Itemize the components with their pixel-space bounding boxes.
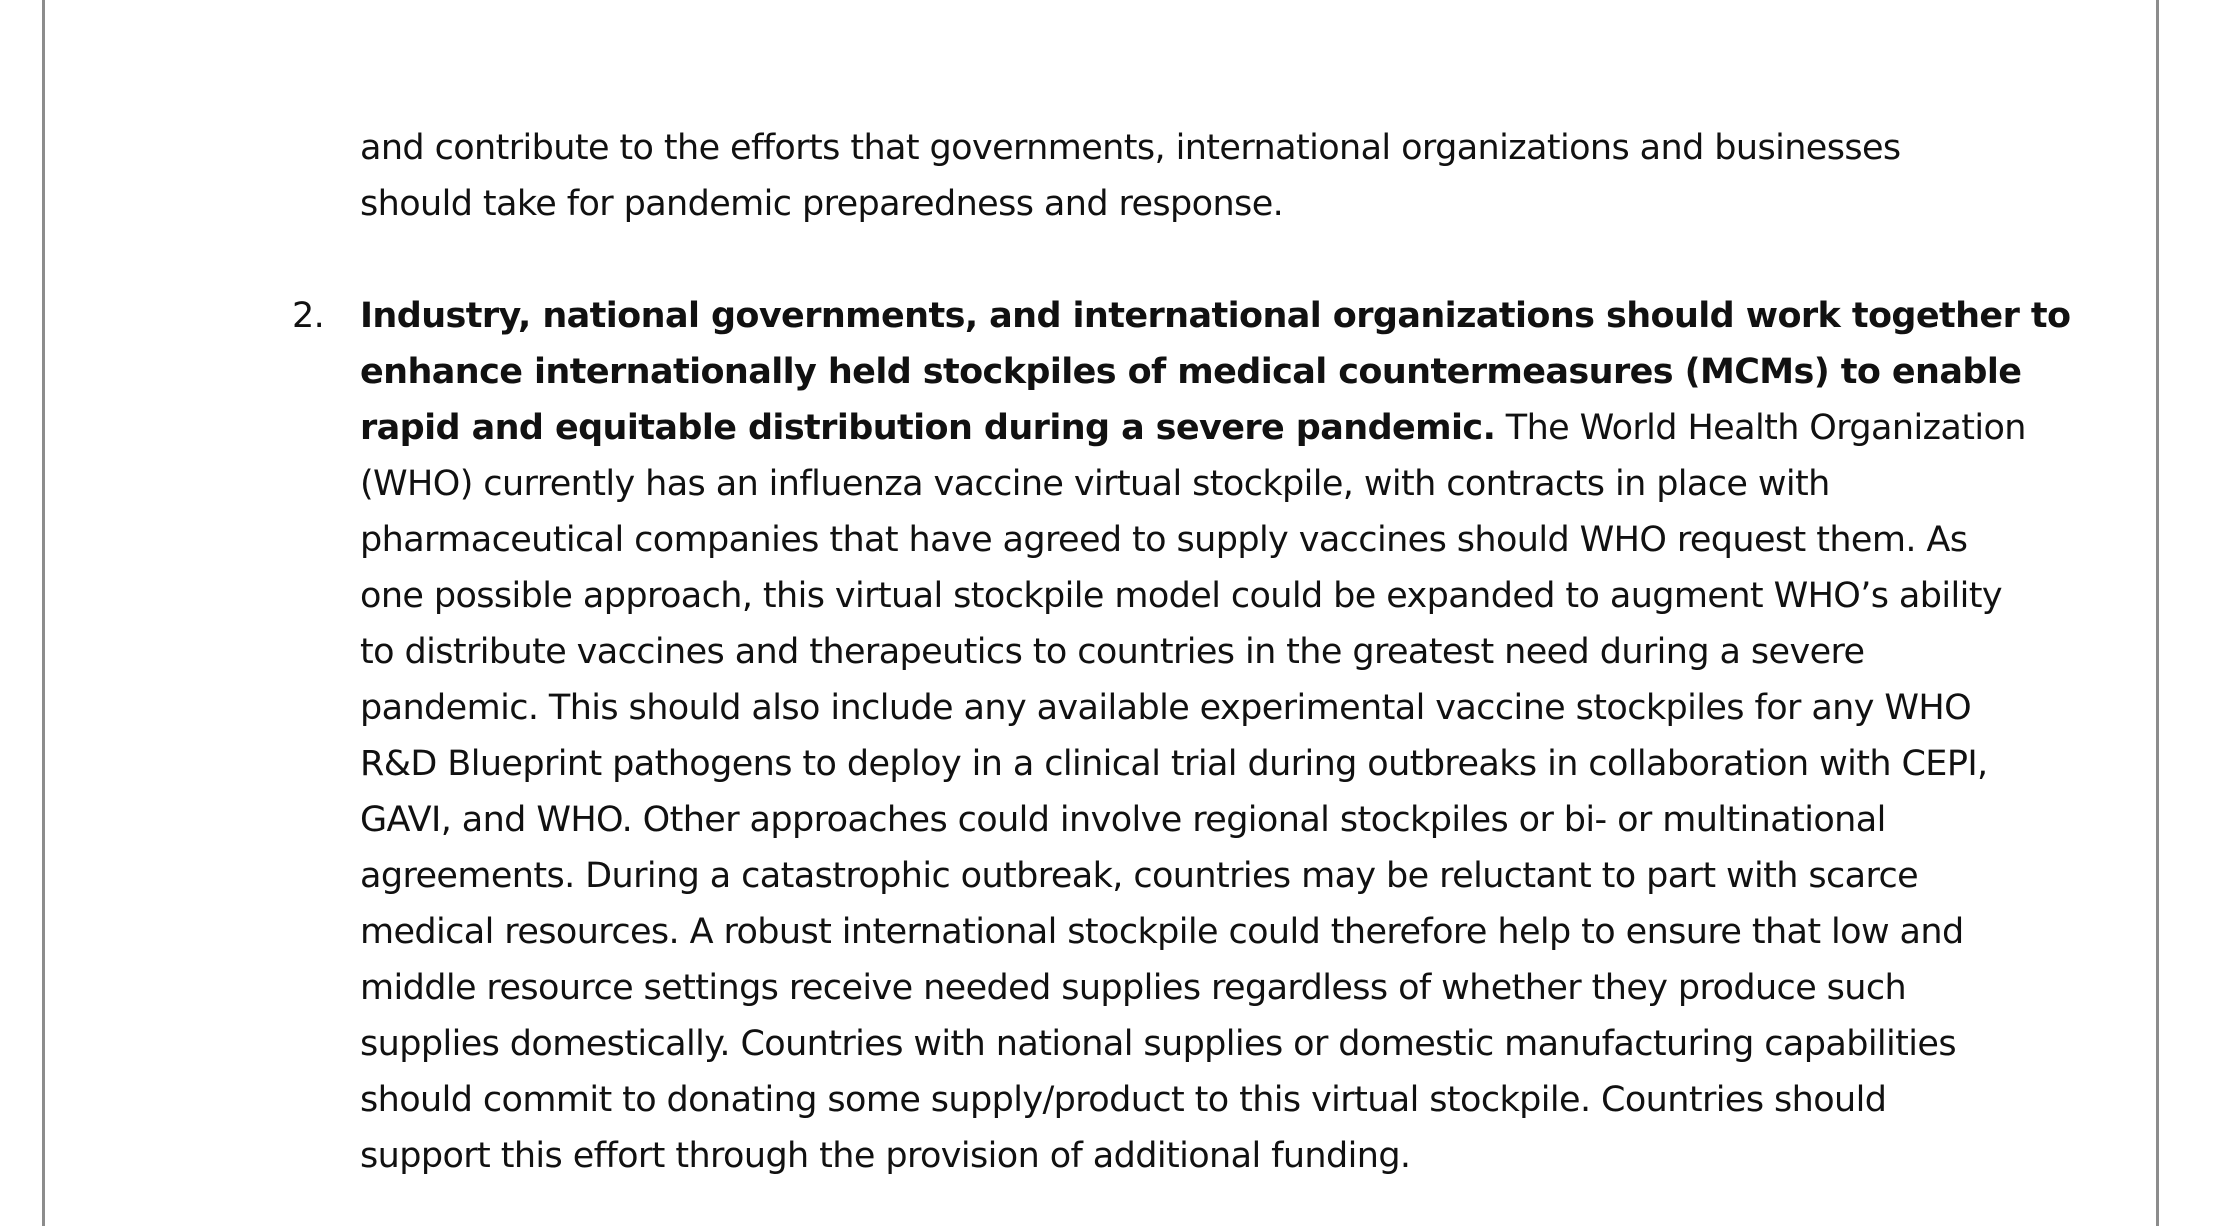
item-2-body-line: should commit to donating some supply/product to this virtual stockpile. Countries should [360,1080,1887,1120]
item-2-body-line: middle resource settings receive needed supplies regardless of whether they produce such [360,968,1907,1008]
item-2-body-line: one possible approach, this virtual stockpile model could be expanded to augment WHO’s ability [360,576,2003,616]
item-2-line-3 [360,400,2026,456]
item-2-body-line: medical resources. A robust international stockpile could therefore help to ensure that low and [360,912,1964,952]
item-2-body-line: support this effort through the provision of additional funding. [360,1136,1411,1176]
item-2-body-line: pandemic. This should also include any available experimental vaccine stockpiles for any WHO [360,688,1972,728]
item-2-body-line: supplies domestically. Countries with national supplies or domestic manufacturing capabilities [360,1024,1957,1064]
item-2-body-line: GAVI, and WHO. Other approaches could involve regional stockpiles or bi- or multinational [360,800,1886,840]
list-item-number: 2. [292,296,325,336]
continuation-line-2: should take for pandemic preparedness and response. [360,184,1284,224]
item-2-body-line: R&D Blueprint pathogens to deploy in a clinical trial during outbreaks in collaboration with CEPI, [360,744,1988,784]
item-2-line-3-tail: The World Health Organization [1495,408,2026,448]
item-2-heading-line-2: enhance internationally held stockpiles of medical countermeasures (MCMs) to enable [360,352,2022,392]
item-2-heading-line-3: rapid and equitable distribution during a severe pandemic. [360,408,1496,448]
item-2-body-line: (WHO) currently has an influenza vaccine virtual stockpile, with contracts in place with [360,464,1830,504]
item-2-body-line: pharmaceutical companies that have agreed to supply vaccines should WHO request them. As [360,520,1968,560]
item-2-body-line: to distribute vaccines and therapeutics to countries in the greatest need during a severe [360,632,1865,672]
document-page [42,0,2159,1226]
item-2-heading-line-1: Industry, national governments, and international organizations should work together to [360,296,2071,336]
item-2-body-line: agreements. During a catastrophic outbreak, countries may be reluctant to part with scarce [360,856,1919,896]
continuation-line-1: and contribute to the efforts that governments, international organizations and businesses [360,128,1901,168]
